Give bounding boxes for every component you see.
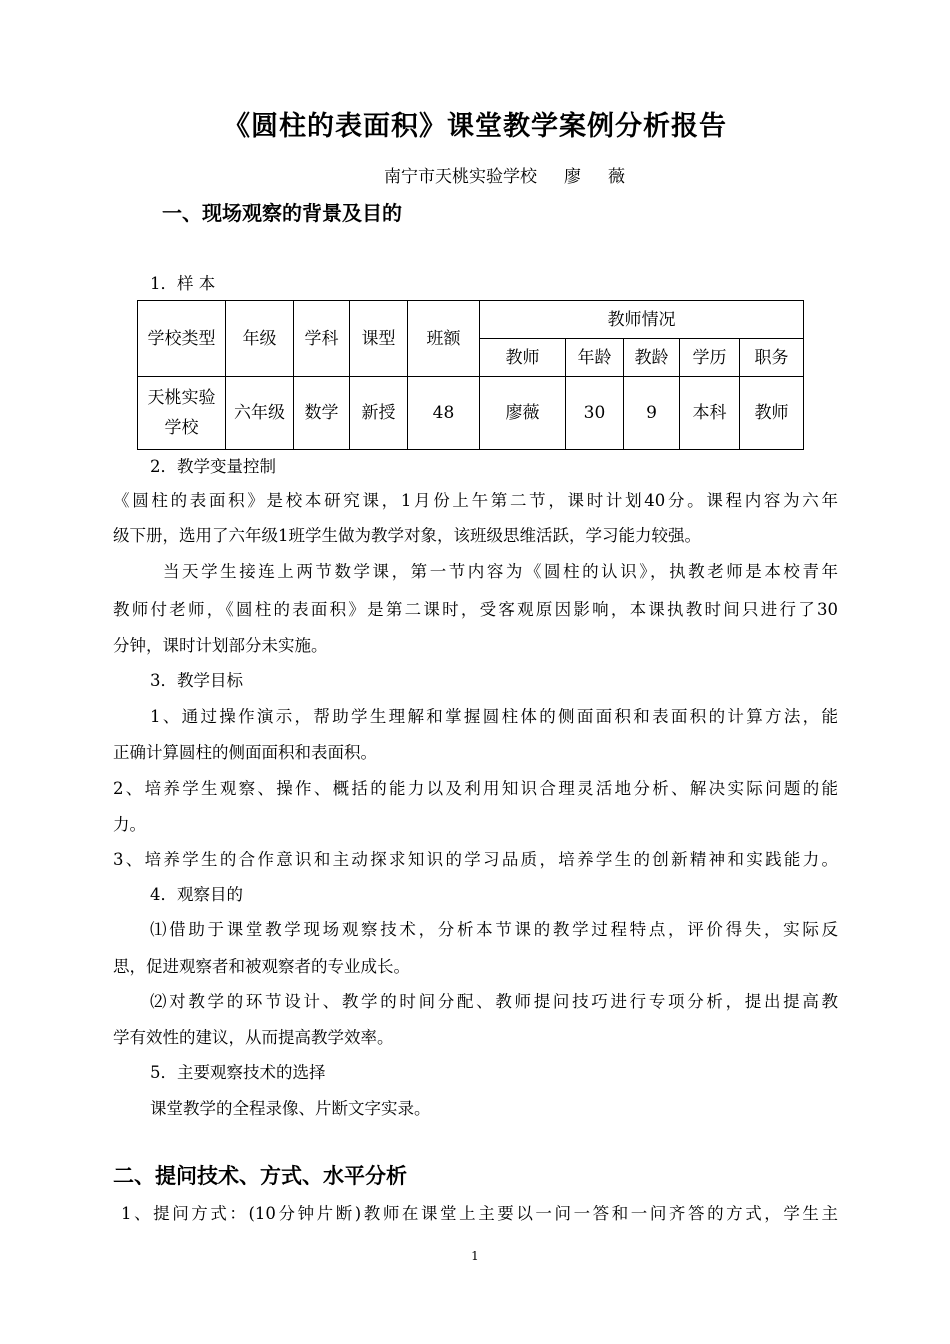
header-class-size: 班额 bbox=[408, 301, 480, 377]
subheading-teaching-goals: 3．教学目标 bbox=[150, 671, 243, 690]
header-education: 学历 bbox=[680, 339, 740, 377]
paragraph-line: 分钟，课时计划部分未实施。 bbox=[113, 636, 328, 655]
cell-education: 本科 bbox=[680, 377, 740, 450]
goal-2-line: 力。 bbox=[113, 815, 146, 834]
subheading-variable-control: 2．教学变量控制 bbox=[150, 457, 276, 476]
document-title: 《圆柱的表面积》课堂教学案例分析报告 bbox=[223, 111, 727, 142]
purpose-1-line: 思，促进观察者和被观察者的专业成长。 bbox=[113, 957, 410, 976]
purpose-2-line: 学有效性的建议，从而提高教学效率。 bbox=[113, 1028, 394, 1047]
paragraph-line: 当天学生接连上两节数学课，第一节内容为《圆柱的认识》，执教老师是本校青年 bbox=[163, 562, 838, 581]
sample-table bbox=[137, 300, 804, 450]
author-line: 南宁市天桃实验学校 廖 薇 bbox=[384, 167, 626, 187]
paragraph-line: 《圆柱的表面积》是校本研究课，1月份上午第二节，课时计划40分。课程内容为六年 bbox=[113, 491, 838, 510]
goal-1-line: 1、通过操作演示，帮助学生理解和掌握圆柱体的侧面面积和表面积的计算方法，能 bbox=[150, 707, 838, 726]
sample-label: 1．样 本 bbox=[150, 274, 216, 293]
purpose-2-line: ⑵对教学的环节设计、教学的时间分配、教师提问技巧进行专项分析，提出提高教 bbox=[150, 992, 838, 1011]
cell-position: 教师 bbox=[740, 377, 804, 450]
subheading-observation-technique: 5．主要观察技术的选择 bbox=[150, 1063, 326, 1082]
header-teaching-years: 教龄 bbox=[624, 339, 680, 377]
cell-age: 30 bbox=[566, 377, 624, 450]
section-1-heading: 一、现场观察的背景及目的 bbox=[162, 201, 402, 225]
section-2-heading: 二、提问技术、方式、水平分析 bbox=[113, 1164, 407, 1188]
goal-3-line: 3、培养学生的合作意识和主动探求知识的学习品质，培养学生的创新精神和实践能力。 bbox=[113, 850, 838, 869]
purpose-1-line: ⑴借助于课堂教学现场观察技术，分析本节课的教学过程特点，评价得失，实际反 bbox=[150, 920, 838, 939]
cell-subject: 数学 bbox=[294, 377, 350, 450]
section-2-line: 1、提问方式：(10分钟片断)教师在课堂上主要以一问一答和一问齐答的方式，学生主 bbox=[121, 1204, 838, 1223]
header-age: 年龄 bbox=[566, 339, 624, 377]
page-number: 1 bbox=[471, 1249, 479, 1263]
header-lesson-type: 课型 bbox=[350, 301, 408, 377]
cell-teaching-years: 9 bbox=[624, 377, 680, 450]
cell-lesson-type: 新授 bbox=[350, 377, 408, 450]
paragraph-line: 教师付老师，《圆柱的表面积》是第二课时，受客观原因影响，本课执教时间只进行了30 bbox=[113, 600, 838, 619]
cell-class-size: 48 bbox=[408, 377, 480, 450]
goal-1-line: 正确计算圆柱的侧面面积和表面积。 bbox=[113, 743, 377, 762]
cell-school-line2: 学校 bbox=[164, 418, 199, 438]
technique-line: 课堂教学的全程录像、片断文字实录。 bbox=[150, 1099, 431, 1118]
header-position: 职务 bbox=[740, 339, 804, 377]
cell-school bbox=[138, 377, 226, 450]
header-grade: 年级 bbox=[226, 301, 294, 377]
cell-grade: 六年级 bbox=[226, 377, 294, 450]
cell-teacher: 廖薇 bbox=[480, 377, 566, 450]
header-subject: 学科 bbox=[294, 301, 350, 377]
paragraph-line: 级下册，选用了六年级1班学生做为教学对象，该班级思维活跃，学习能力较强。 bbox=[113, 526, 701, 545]
cell-school-line1: 天桃实验 bbox=[147, 388, 216, 408]
goal-2-line: 2、培养学生观察、操作、概括的能力以及利用知识合理灵活地分析、解决实际问题的能 bbox=[113, 779, 838, 798]
subheading-observation-purpose: 4．观察目的 bbox=[150, 885, 243, 904]
header-school-type: 学校类型 bbox=[138, 301, 226, 377]
header-teacher: 教师 bbox=[480, 339, 566, 377]
header-teacher-info: 教师情况 bbox=[480, 301, 804, 339]
